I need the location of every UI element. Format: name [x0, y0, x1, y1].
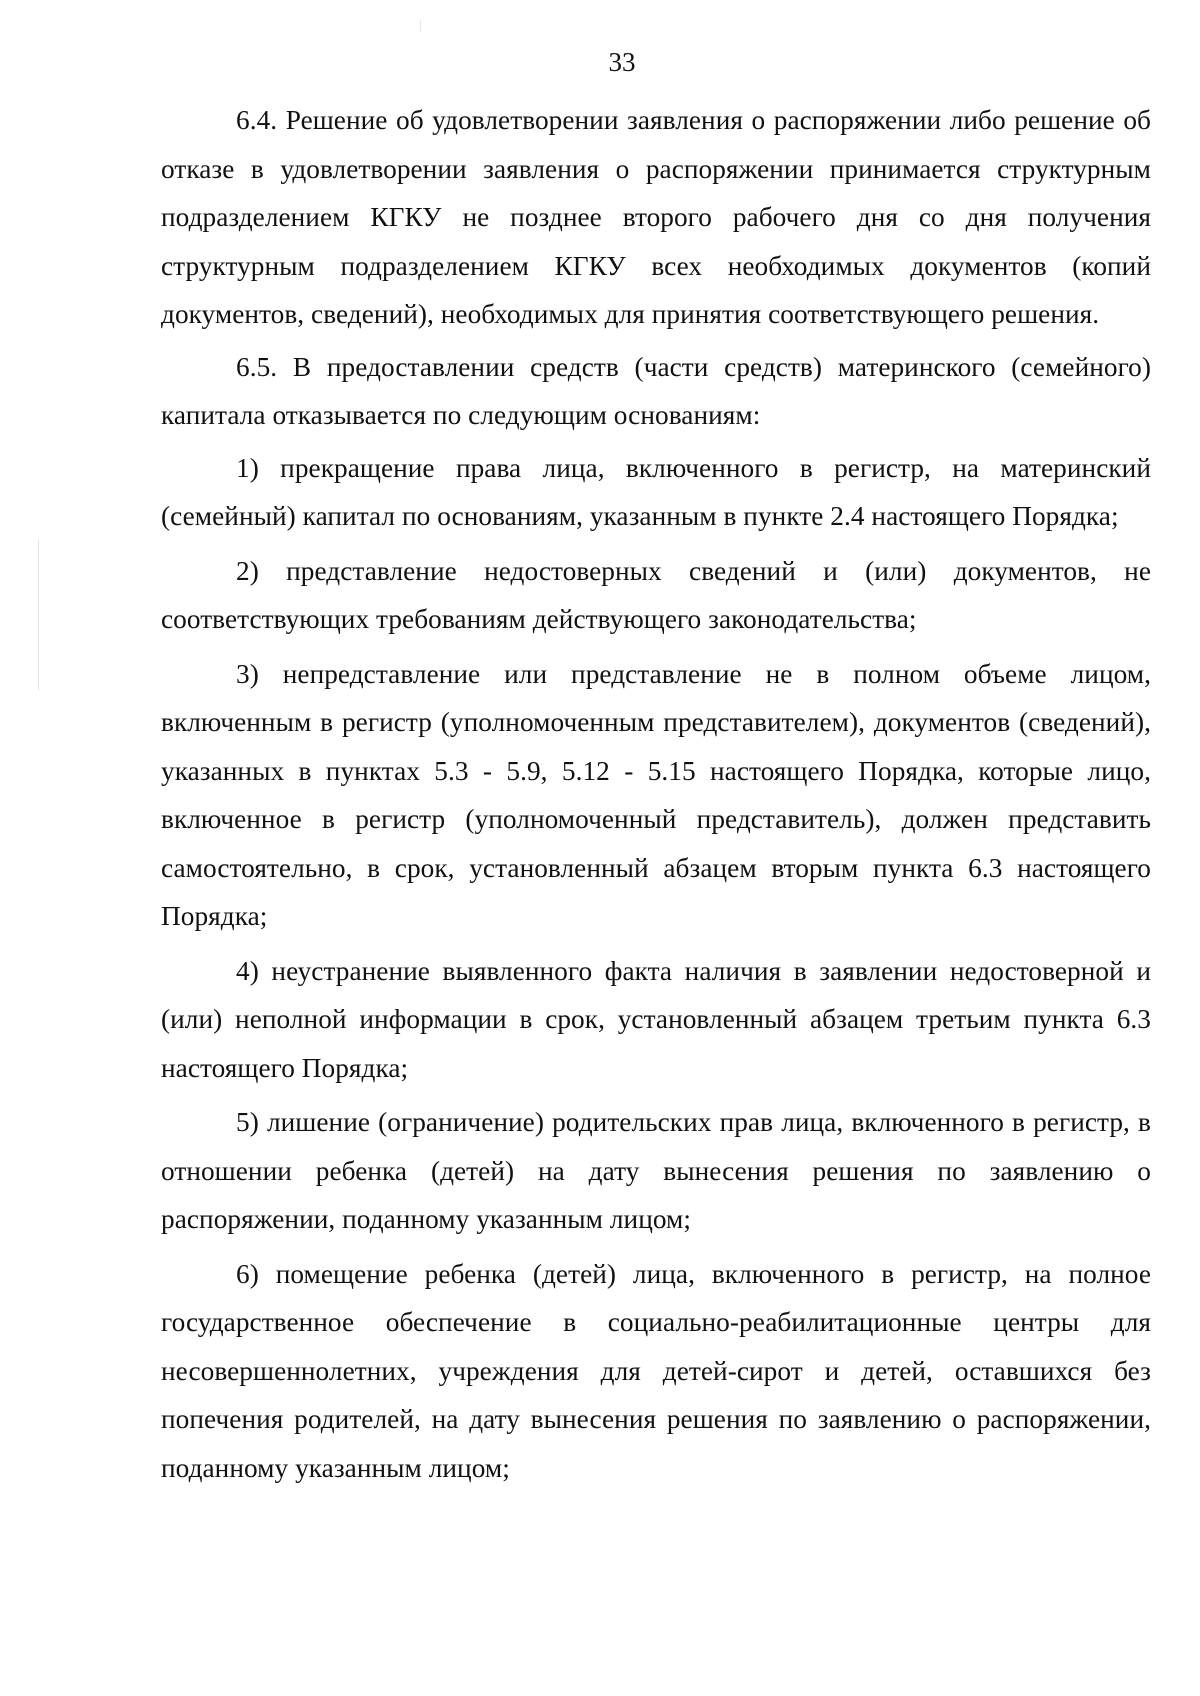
list-item-4: 4) неустранение выявленного факта наличия в заявлении недостоверной и (или) неполной информации в срок, установленный абзацем третьим пункта 6.3 настоящего Порядка;: [161, 955, 1151, 1083]
list-item-3: 3) непредставление или представление не в полном объеме лицом, включенным в регистр (уполномоченным представителем), документов (сведений), указанных в пунктах 5.3 - 5.9, 5.12 - 5.15 настоящего Порядка, которые лицо, включенное в регистр (уполномоченный представитель), должен представить самостоятельно, в срок, установленный абзацем вторым пункта 6.3 настоящего Порядка;: [161, 658, 1151, 931]
list-item-6: 6) помещение ребенка (детей) лица, включенного в регистр, на полное государственное обеспечение в социально-реабилитационные центры для несовершеннолетних, учреждения для детей-сирот и детей, оставшихся без попечения родителей, на дату вынесения решения по заявлению о распоряжении, поданному указанным лицом;: [161, 1258, 1151, 1483]
paragraph-6-4: 6.4. Решение об удовлетворении заявления о распоряжении либо решение об отказе в удовлетворении заявления о распоряжении принимается структурным подразделением КГКУ не позднее второго рабочего дня со дня получения структурным подразделением КГКУ всех необходимых документов (копий документов, сведений), необходимых для принятия соответствующего решения.: [161, 105, 1151, 329]
scan-artifact-top: [420, 20, 421, 32]
document-body: [161, 96, 1151, 1492]
list-item-2: 2) представление недостоверных сведений и (или) документов, не соответствующих требованиям действующего законодательства;: [161, 555, 1151, 634]
list-item-5: 5) лишение (ограничение) родительских прав лица, включенного в регистр, в отношении ребенка (детей) на дату вынесения решения по заявлению о распоряжении, поданному указанным лицом;: [161, 1107, 1151, 1234]
page-number: 33: [608, 47, 636, 77]
paragraph-6-5: 6.5. В предоставлении средств (части средств) материнского (семейного) капитала отказывается по следующим основаниям:: [161, 351, 1151, 430]
scan-artifact-left: [38, 540, 39, 690]
list-item-1: 1) прекращение права лица, включенного в регистр, на материнский (семейный) капитал по основаниям, указанным в пункте 2.4 настоящего Порядка;: [161, 452, 1151, 531]
